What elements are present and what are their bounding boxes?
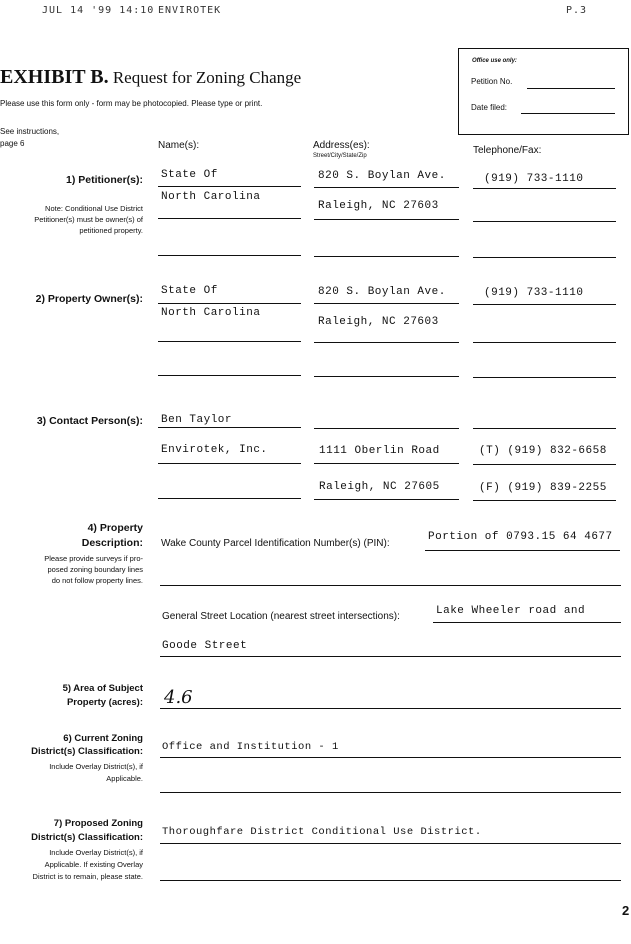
property-label-2: Description: (81, 537, 143, 549)
petitioner-name-2: North Carolina (161, 191, 261, 203)
petitioner-note-2: Petitioner(s) must be owner(s) of (34, 215, 143, 224)
phone-column-header: Telephone/Fax: (473, 145, 542, 156)
petitioner-name-line-3 (158, 255, 301, 256)
owner-name-1: State Of (161, 285, 218, 297)
current-zoning-note-2: Applicable. (106, 774, 143, 783)
title-text: Request for Zoning Change (112, 68, 302, 87)
petitioner-address-1: 820 S. Boylan Ave. (318, 170, 446, 182)
petitioner-name-line-2 (158, 218, 301, 219)
petitioner-address-line-2 (314, 219, 459, 220)
owner-phone-line-3 (473, 377, 616, 378)
see-instructions-2: page 6 (0, 139, 25, 148)
contact-name-line-3 (158, 498, 301, 499)
current-zoning-note-1: Include Overlay District(s), if (49, 762, 143, 771)
contact-address-line-1 (314, 428, 459, 429)
owner-name-line-1 (158, 303, 301, 304)
owner-name-line-2 (158, 341, 301, 342)
owner-address-line-1 (314, 303, 459, 304)
contact-address-1: 1111 Oberlin Road (319, 445, 440, 457)
petitioner-note-3: petitioned property. (79, 226, 143, 235)
contact-address-line-3 (314, 499, 459, 500)
street-location-value-2: Goode Street (162, 640, 248, 652)
date-filed-label: Date filed: (471, 103, 508, 112)
owner-phone: (919) 733-1110 (484, 287, 584, 299)
petitioner-address-2: Raleigh, NC 27603 (318, 200, 439, 212)
petitioner-name-1: State Of (161, 169, 218, 181)
current-zoning-label-1: 6) Current Zoning (63, 733, 143, 744)
contact-name-2: Envirotek, Inc. (161, 444, 268, 456)
contact-name-line-2 (158, 463, 301, 464)
owner-name-2: North Carolina (161, 307, 261, 319)
current-zoning-label-2: District(s) Classification: (31, 746, 143, 757)
owner-phone-line-1 (473, 304, 616, 305)
petitioner-note-1: Note: Conditional Use District (45, 204, 143, 213)
area-label-1: 5) Area of Subject (62, 683, 143, 694)
property-note-2: posed zoning boundary lines (47, 565, 143, 574)
names-column-header: Name(s): (158, 140, 200, 151)
contact-phone-line-1 (473, 428, 616, 429)
petitioner-phone: (919) 733-1110 (484, 173, 584, 185)
pin-line (425, 550, 620, 551)
proposed-zoning-note-1: Include Overlay District(s), if (49, 848, 143, 857)
owner-phone-line-2 (473, 342, 616, 343)
area-value: 4.6 (164, 687, 193, 708)
property-note-1: Please provide surveys if pro- (44, 554, 143, 563)
petitioner-name-line-1 (158, 186, 301, 187)
current-zoning-value: Office and Institution - 1 (162, 741, 339, 753)
address-column-header: Address(es): (313, 140, 370, 151)
proposed-zoning-note-2: Applicable. If existing Overlay (44, 860, 143, 869)
petition-no-label: Petition No. (471, 77, 513, 86)
current-zoning-line-2 (160, 792, 621, 793)
area-line (160, 708, 621, 709)
contact-name-line-1 (158, 427, 301, 428)
proposed-zoning-note-3: District is to remain, please state. (32, 872, 143, 881)
fax-sender: ENVIROTEK (158, 5, 222, 16)
date-filed-line (521, 113, 615, 114)
proposed-zoning-value: Thoroughfare District Conditional Use District. (162, 826, 482, 838)
owner-address-line-3 (314, 376, 459, 377)
petitioner-address-line-1 (314, 187, 459, 188)
petitioner-label: 1) Petitioner(s): (65, 174, 143, 186)
proposed-zoning-label-1: 7) Proposed Zoning (53, 818, 143, 829)
fax-page: P.3 (566, 5, 588, 16)
contact-label: 3) Contact Person(s): (36, 415, 143, 427)
street-location-line-2 (160, 656, 621, 657)
pin-value: Portion of 0793.15 64 4677 (428, 531, 613, 543)
contact-address-line-2 (314, 463, 459, 464)
petition-no-line (527, 88, 615, 89)
page-number: 2 (622, 903, 630, 918)
owner-address-line-2 (314, 342, 459, 343)
pin-extra-line (160, 585, 621, 586)
petitioner-phone-line-1 (473, 188, 616, 189)
contact-phone-line-2 (473, 464, 616, 465)
contact-name-1: Ben Taylor (161, 414, 233, 426)
proposed-zoning-line-2 (160, 880, 621, 881)
office-use-heading: Office use only: (472, 58, 517, 64)
area-label-2: Property (acres): (66, 697, 143, 708)
street-location-label: General Street Location (nearest street intersections): (162, 611, 400, 622)
street-location-value-1: Lake Wheeler road and (436, 605, 586, 617)
fax-timestamp: JUL 14 '99 14:10 (42, 5, 155, 16)
see-instructions-1: See instructions, (0, 127, 60, 136)
owner-label: 2) Property Owner(s): (35, 293, 143, 305)
contact-phone-line-3 (473, 500, 616, 501)
pin-label: Wake County Parcel Identification Number(s) (PIN): (161, 538, 390, 549)
street-location-line-1 (433, 622, 621, 623)
contact-fax: (F) (919) 839-2255 (479, 482, 607, 494)
owner-address-2: Raleigh, NC 27603 (318, 316, 439, 328)
form-instructions: Please use this form only - form may be photocopied. Please type or print. (0, 99, 263, 108)
petitioner-phone-line-2 (473, 221, 616, 222)
address-column-subheader: Street/City/State/Zip (313, 153, 367, 159)
property-note-3: do not follow property lines. (51, 576, 143, 585)
contact-phone: (T) (919) 832-6658 (479, 445, 607, 457)
proposed-zoning-line-1 (160, 843, 621, 844)
form-title (0, 66, 301, 89)
owner-address-1: 820 S. Boylan Ave. (318, 286, 446, 298)
proposed-zoning-label-2: District(s) Classification: (31, 832, 143, 843)
contact-address-2: Raleigh, NC 27605 (319, 481, 440, 493)
petitioner-phone-line-3 (473, 257, 616, 258)
owner-name-line-3 (158, 375, 301, 376)
petitioner-address-line-3 (314, 256, 459, 257)
exhibit-label: EXHIBIT B. (0, 66, 109, 88)
current-zoning-line-1 (160, 757, 621, 758)
property-label-1: 4) Property (87, 522, 143, 534)
